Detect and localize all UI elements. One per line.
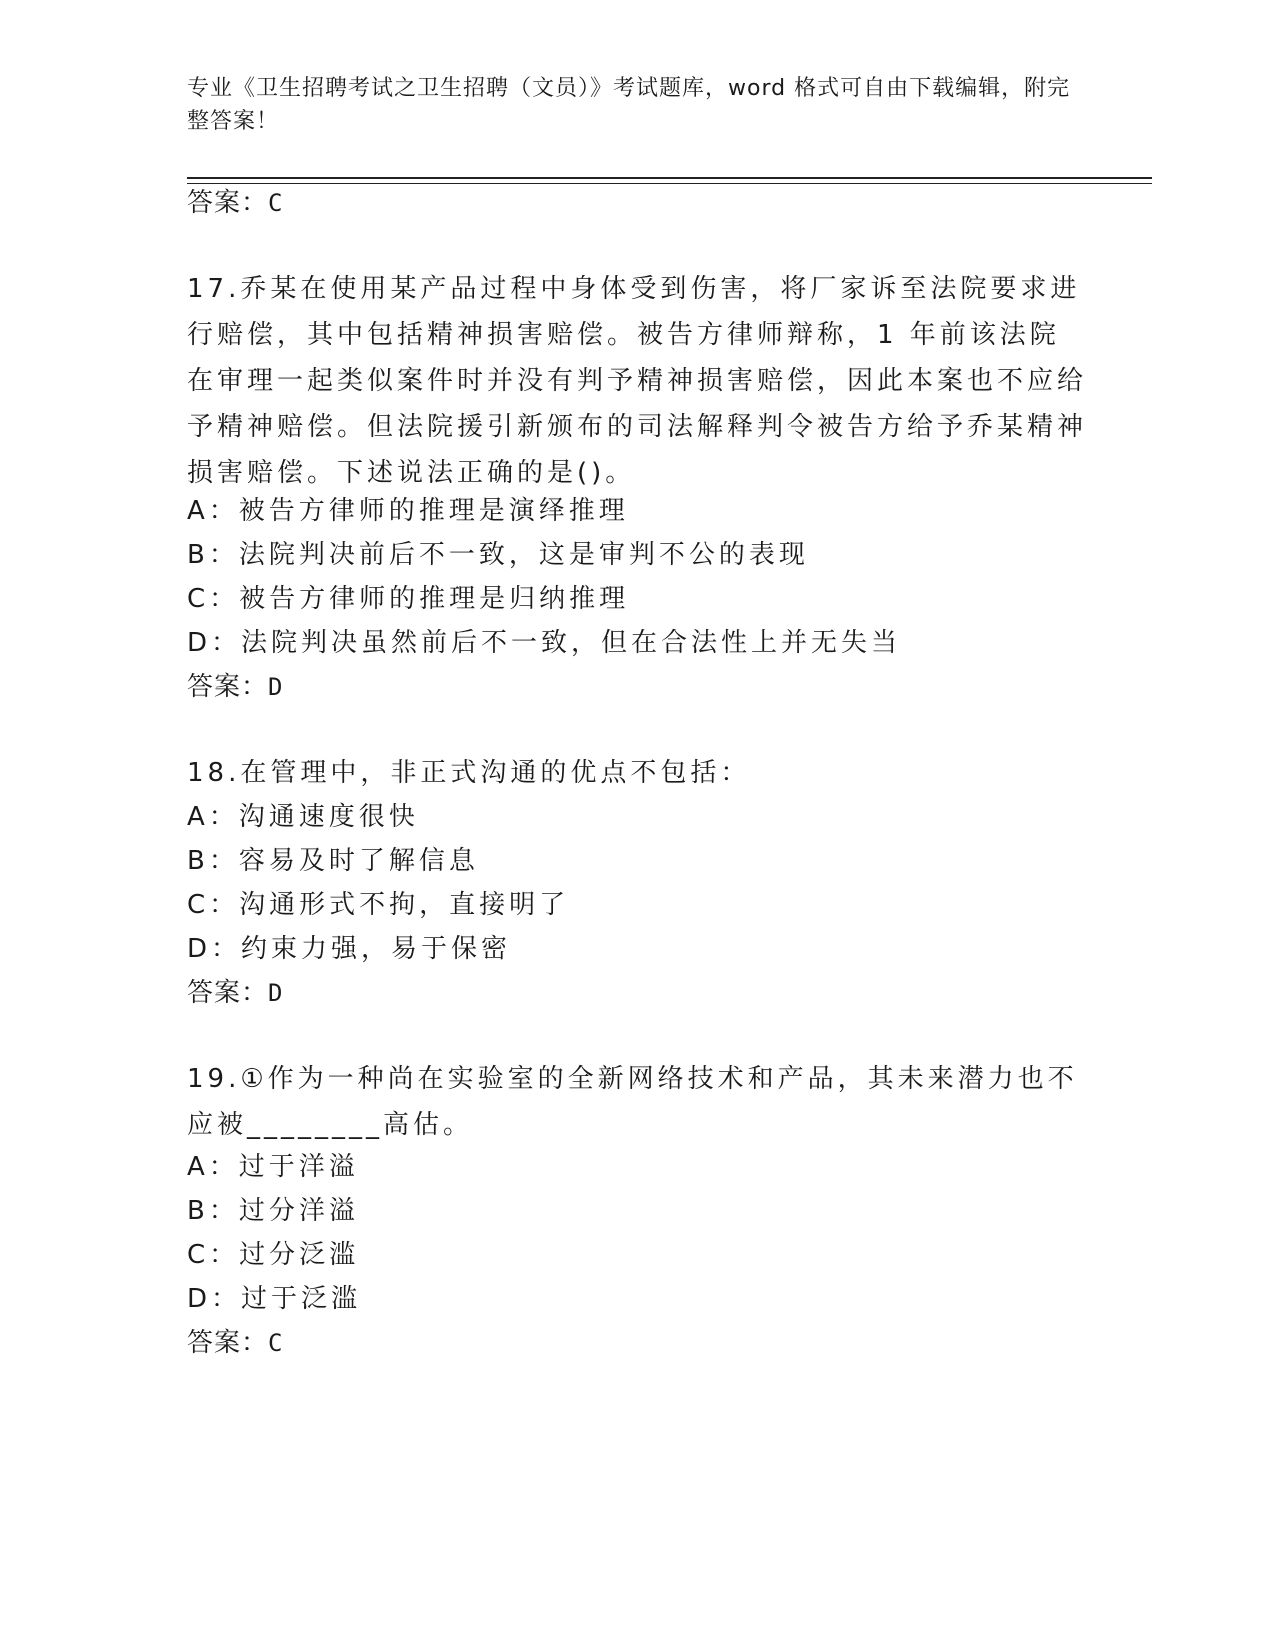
question-18-answer — [187, 974, 283, 1011]
document-header: 专业《卫生招聘考试之卫生招聘（文员）》考试题库，word 格式可自由下载编辑，附完整答案！ — [187, 76, 1071, 134]
answer-value: C — [268, 1329, 284, 1357]
question-19-option-a: A：过于洋溢 — [187, 1152, 359, 1182]
answer-value: D — [268, 979, 284, 1007]
answer-value: D — [268, 673, 284, 701]
answer-value: C — [268, 189, 284, 217]
question-19-text: 19.①作为一种尚在实验室的全新网络技术和产品，其未来潜力也不应被________高估。 — [187, 1064, 1078, 1140]
answer-line — [187, 184, 283, 221]
question-19-answer — [187, 1324, 283, 1361]
question-19-option-b: B：过分洋溢 — [187, 1196, 359, 1226]
header-divider — [187, 177, 1152, 179]
question-17-answer — [187, 668, 283, 705]
question-18-option-a: A：沟通速度很快 — [187, 802, 419, 832]
question-17-option-d: D：法院判决虽然前后不一致，但在合法性上并无失当 — [187, 628, 902, 658]
answer-label: 答案： — [187, 1327, 269, 1357]
answer-label: 答案： — [187, 977, 269, 1007]
question-18-option-c: C：沟通形式不拘，直接明了 — [187, 890, 570, 920]
question-18-option-d: D：约束力强，易于保密 — [187, 934, 512, 964]
question-18-option-b: B：容易及时了解信息 — [187, 846, 479, 876]
answer-label: 答案： — [187, 671, 269, 701]
question-17-option-a: A：被告方律师的推理是演绎推理 — [187, 496, 629, 526]
question-19-option-c: C：过分泛滥 — [187, 1240, 360, 1270]
question-17-option-b: B：法院判决前后不一致，这是审判不公的表现 — [187, 540, 809, 570]
question-17-option-c: C：被告方律师的推理是归纳推理 — [187, 584, 630, 614]
answer-label: 答案： — [187, 187, 269, 217]
question-17-text: 17.乔某在使用某产品过程中身体受到伤害，将厂家诉至法院要求进行赔偿，其中包括精神损害赔偿。被告方律师辩称，1 年前该法院在审理一起类似案件时并没有判予精神损害赔偿，因此本案也不应给予精神赔偿。但法院援引新颁布的司法解释判令被告方给予乔某精神损害赔偿。下述说法正确的是()。 — [187, 274, 1088, 488]
header-divider-thin — [187, 183, 1152, 184]
question-19-option-d: D：过于泛滥 — [187, 1284, 362, 1314]
question-18-text: 18.在管理中，非正式沟通的优点不包括： — [187, 758, 751, 788]
